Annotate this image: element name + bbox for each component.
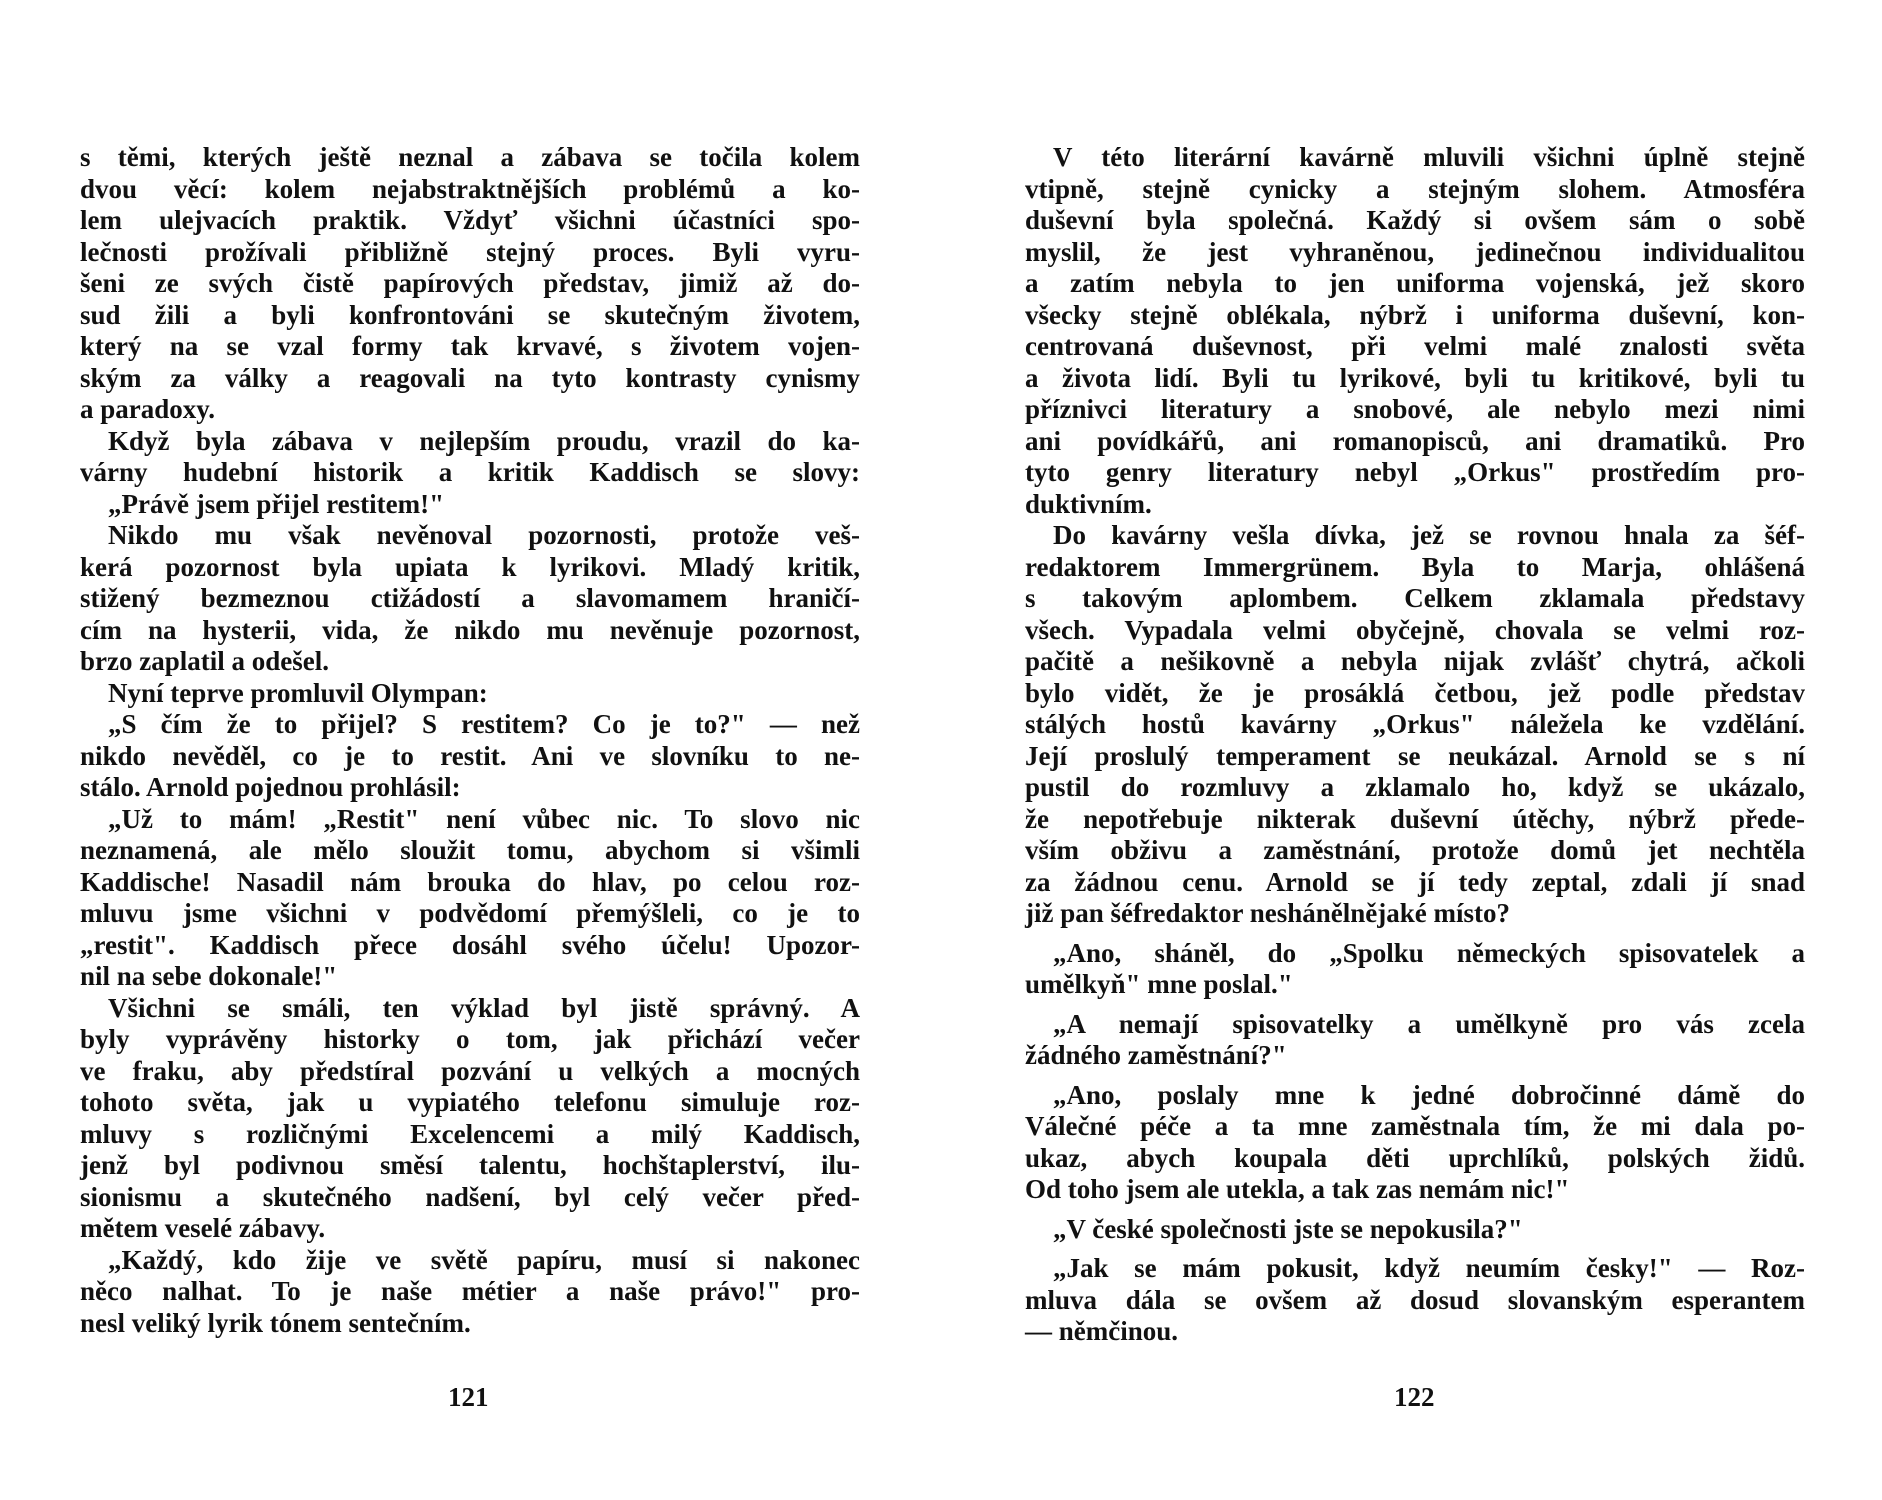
text-line: vším obživu a zaměstnání, protože domů jet nechtěla xyxy=(1025,835,1805,865)
text-line: jenž byl podivnou směsí talentu, hochštaplerství, ilu- xyxy=(80,1150,860,1180)
text-line: „Jak se mám pokusit, když neumím česky!" — Roz- xyxy=(1053,1253,1805,1283)
text-line: za žádnou cenu. Arnold se jí tedy zeptal, zdali jí snad xyxy=(1025,866,1805,897)
text-line: „S čím že to přijel? S restitem? Co je to?" — než xyxy=(108,709,860,739)
text-line: a paradoxy. xyxy=(80,394,216,424)
text-line: V této literární kavárně mluvili všichni úplně stejně xyxy=(1053,142,1805,172)
text-line: lečnosti prožívali přibližně stejný proces. Byli vyru- xyxy=(80,236,860,267)
text-line: „restit". Kaddisch přece dosáhl svého účelu! Upozor- xyxy=(80,929,860,960)
text-line: nil na sebe dokonale!" xyxy=(80,961,338,991)
text-line: várny hudební historik a kritik Kaddisch se slovy: xyxy=(80,457,860,487)
text-line: šeni ze svých čistě papírových představ, jimiž až do- xyxy=(80,268,860,298)
text-line: a zatím nebyla to jen uniforma vojenská, jež skoro xyxy=(1025,268,1805,298)
text-line: ve fraku, aby předstíral pozvání u velkých a mocných xyxy=(80,1055,860,1086)
right-page-text xyxy=(1025,142,1805,1348)
text-line: umělkyň" mne poslal." xyxy=(1025,969,1293,999)
text-line: s takovým aplombem. Celkem zklamala představy xyxy=(1025,583,1805,613)
page-number: 122 xyxy=(1394,1382,1435,1412)
text-line: stálo. Arnold pojednou prohlásil: xyxy=(80,772,461,802)
text-line: byly vyprávěny historky o tom, jak přichází večer xyxy=(80,1024,860,1054)
text-line: „V české společnosti jste se nepokusila?" xyxy=(1053,1213,1523,1244)
text-line: mluva dála se ovšem až dosud slovanským esperantem xyxy=(1025,1284,1805,1315)
text-line: centrovaná duševnost, při velmi malé znalosti světa xyxy=(1025,331,1805,361)
text-line: Do kavárny vešla dívka, jež se rovnou hnala za šéf- xyxy=(1053,520,1805,550)
text-line: stálých hostů kavárny „Orkus" náležela ke vzdělání. xyxy=(1025,709,1805,739)
text-line: mluvy s rozličnými Excelencemi a milý Kaddisch, xyxy=(80,1118,860,1149)
text-line: dvou věcí: kolem nejabstraktnějších problémů a ko- xyxy=(80,173,860,204)
text-line: který na se vzal formy tak krvavé, s životem vojen- xyxy=(80,331,860,361)
text-line: nesl veliký lyrik tónem sentečním. xyxy=(80,1307,471,1338)
text-line: ukaz, abych koupala děti uprchlíků, polských židů. xyxy=(1025,1142,1805,1173)
text-line: ským za války a reagovali na tyto kontrasty cynismy xyxy=(80,362,860,393)
text-line: duševní byla společná. Každý si ovšem sám o sobě xyxy=(1025,205,1805,235)
text-line: s těmi, kterých ještě neznal a zábava se točila kolem xyxy=(80,142,860,172)
text-line: pustil do rozmluvy a zklamalo ho, když se ukázalo, xyxy=(1025,772,1805,802)
text-line: lem ulejvacích praktik. Vždyť všichni účastníci spo- xyxy=(80,205,860,235)
text-line: Když byla zábava v nejlepším proudu, vrazil do ka- xyxy=(108,425,860,456)
text-line: Od toho jsem ale utekla, a tak zas nemám nic!" xyxy=(1025,1174,1570,1204)
text-line: brzo zaplatil a odešel. xyxy=(80,646,329,676)
text-line: „Ano, poslaly mne k jedné dobročinné dámě do xyxy=(1053,1079,1805,1110)
text-line: cím na hysterii, vida, že nikdo mu nevěnuje pozornost, xyxy=(80,614,860,645)
text-line: nikdo nevěděl, co je to restit. Ani ve slovníku to ne- xyxy=(80,740,860,771)
text-line: a života lidí. Byli tu lyrikové, byli tu kritikové, byli tu xyxy=(1025,362,1805,393)
text-line: mluvu jsme všichni v podvědomí přemýšleli, co je to xyxy=(80,898,860,928)
text-line: Kaddische! Nasadil nám brouka do hlav, po celou roz- xyxy=(80,866,860,897)
text-line: „Právě jsem přijel restitem!" xyxy=(108,488,445,519)
text-line: tyto genry literatury nebyl „Orkus" prostředím pro- xyxy=(1025,457,1805,487)
text-line: Všichni se smáli, ten výklad byl jistě správný. A xyxy=(108,992,860,1023)
text-line: kerá pozornost byla upiata k lyrikovi. Mladý kritik, xyxy=(80,551,860,582)
text-line: redaktorem Immergrünem. Byla to Marja, ohlášená xyxy=(1025,551,1805,582)
text-line: Nyní teprve promluvil Olympan: xyxy=(108,677,488,708)
text-line: ani povídkářů, ani romanopisců, ani dramatiků. Pro xyxy=(1025,425,1805,456)
text-line: stižený bezmeznou ctižádostí a slavomamem hraničí- xyxy=(80,583,860,613)
text-line: všech. Vypadala velmi obyčejně, chovala se velmi roz- xyxy=(1025,614,1805,645)
text-line: — němčinou. xyxy=(1025,1316,1179,1346)
text-line: „Už to mám! „Restit" není vůbec nic. To slovo nic xyxy=(108,803,860,834)
text-line: „Každý, kdo žije ve světě papíru, musí si nakonec xyxy=(108,1244,860,1275)
text-line: tohoto světa, jak u vypiatého telefonu simuluje roz- xyxy=(80,1087,860,1117)
text-line: myslil, že jest vyhraněnou, jedinečnou individualitou xyxy=(1025,236,1805,267)
text-line: mětem veselé zábavy. xyxy=(80,1213,326,1243)
text-line: Válečné péče a ta mne zaměstnala tím, že mi dala po- xyxy=(1025,1111,1805,1141)
text-line: všecky stejně oblékala, nýbrž i uniforma duševní, kon- xyxy=(1025,299,1805,330)
text-line: Její proslulý temperament se neukázal. Arnold se s ní xyxy=(1025,740,1805,771)
text-line: něco nalhat. To je naše métier a naše právo!" pro- xyxy=(80,1276,860,1306)
text-line: bylo vidět, že je prosáklá četbou, jež podle představ xyxy=(1025,677,1805,708)
text-line: duktivním. xyxy=(1025,488,1152,519)
text-line: příznivci literatury a snobové, ale nebylo mezi nimi xyxy=(1025,394,1805,424)
text-line: „Ano, sháněl, do „Spolku německých spisovatelek a xyxy=(1053,937,1805,968)
left-page-text xyxy=(80,142,860,1339)
page-number: 121 xyxy=(448,1382,489,1412)
text-line: vtipně, stejně cynicky a stejným slohem. Atmosféra xyxy=(1025,173,1805,204)
text-line: pačitě a nešikovně a nebyla nijak zvlášť chytrá, ačkoli xyxy=(1025,646,1805,676)
text-line: žádného zaměstnání?" xyxy=(1025,1040,1287,1070)
text-line: že nepotřebuje nikterak duševní útěchy, nýbrž přede- xyxy=(1025,803,1805,834)
text-line: Nikdo mu však nevěnoval pozornosti, protože veš- xyxy=(108,520,860,550)
text-line: sionismu a skutečného nadšení, byl celý večer před- xyxy=(80,1181,860,1212)
text-line: „A nemají spisovatelky a umělkyně pro vás zcela xyxy=(1053,1008,1805,1039)
text-line: neznamená, ale mělo sloužit tomu, abychom si všimli xyxy=(80,835,860,865)
text-line: již pan šéfredaktor neshánělnějaké místo? xyxy=(1025,898,1510,928)
text-line: sud žili a byli konfrontováni se skutečným životem, xyxy=(80,299,860,330)
